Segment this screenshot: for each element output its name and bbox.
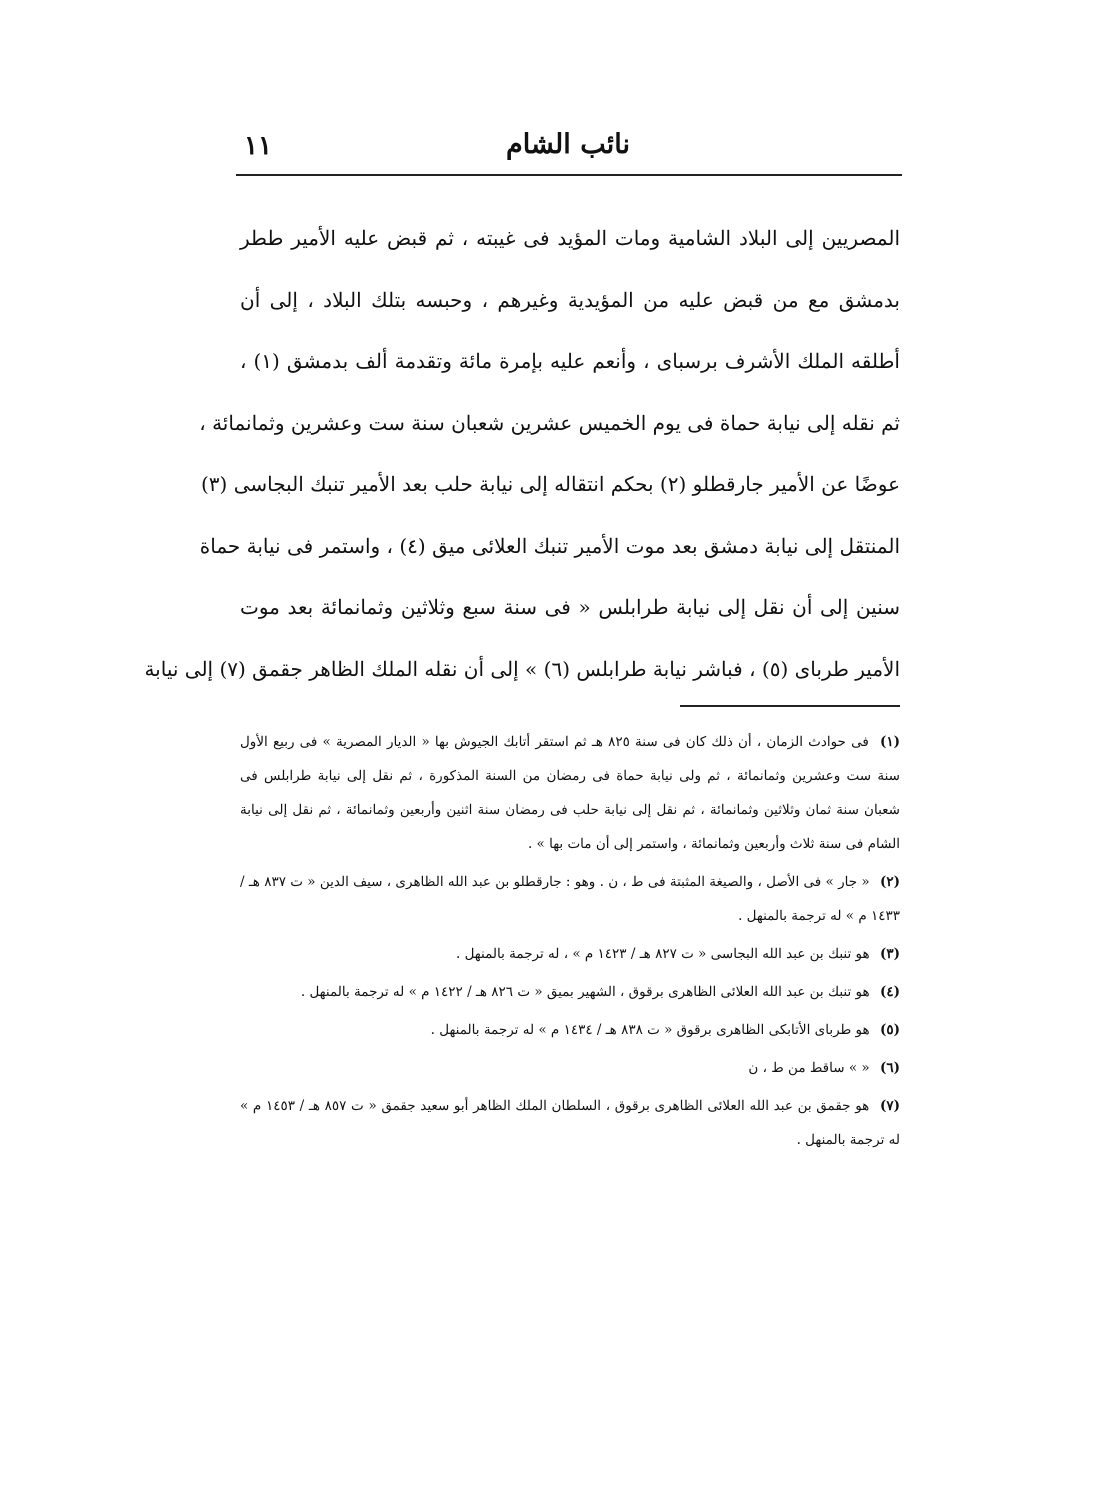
header-rule — [236, 174, 902, 176]
footnote-number: (٢) — [879, 874, 900, 890]
footnote-text: « جار » فى الأصل ، والصيغة المثبتة فى ط ، ن . وهو : جارقطلو بن عبد الله الظاهرى ، سيف الدين « ت ٨٣٧ هـ / ١٤٣٣ م » له ترجمة بالمنهل . — [240, 874, 900, 924]
page-header — [236, 125, 900, 169]
text-line: سنين إلى أن نقل إلى نيابة طرابلس « فى سنة سبع وثلاثين وثمانمائة بعد موت — [240, 595, 900, 619]
footnote-number: (٦) — [879, 1060, 900, 1076]
text-line: ثم نقله إلى نيابة حماة فى يوم الخميس عشرين شعبان سنة ست وعشرين وثمانمائة ، — [199, 410, 900, 435]
footnote-rule — [680, 705, 900, 707]
footnote-text: هو طرباى الأتابكى الظاهرى برقوق « ت ٨٣٨ هـ / ١٤٣٤ م » له ترجمة بالمنهل . — [430, 1022, 870, 1038]
footnote — [240, 1089, 900, 1157]
footnote-number: (٧) — [879, 1098, 901, 1114]
footnote — [240, 937, 900, 971]
footnote-text: هو تنبك بن عبد الله البجاسى « ت ٨٢٧ هـ / ١٤٢٣ م » ، له ترجمة بالمنهل . — [455, 946, 870, 962]
footnote — [240, 865, 900, 933]
footnote-text: هو تنبك بن عبد الله العلائى الظاهرى برقوق ، الشهير بميق « ت ٨٢٦ هـ / ١٤٢٢ م » له ترجمة بالمنهل . — [300, 984, 870, 1000]
footnote-text: هو جقمق بن عبد الله العلائى الظاهرى برقوق ، السلطان الملك الظاهر أبو سعيد جقمق « ت ٨٥٧ هـ / ١٤٥٣ م » له ترجمة بالمنهل . — [240, 1098, 900, 1148]
text-line: عوضًا عن الأمير جارقطلو (٢) بحكم انتقاله إلى نيابة حلب بعد الأمير تنبك البجاسى (٣) — [200, 472, 900, 496]
footnote — [240, 1013, 900, 1047]
page-number: ١١ — [244, 131, 272, 161]
running-title: نائب الشام — [506, 129, 630, 160]
text-line: المصريين إلى البلاد الشامية ومات المؤيد فى غيبته ، ثم قبض عليه الأمير ططر — [240, 226, 901, 250]
footnote-text: « » ساقط من ط ، ن — [748, 1060, 870, 1076]
footnote — [240, 1051, 900, 1085]
footnote-number: (١) — [879, 734, 901, 750]
footnote-number: (٣) — [879, 946, 900, 962]
footnote-number: (٥) — [879, 1022, 900, 1038]
footnote-number: (٤) — [879, 984, 900, 1000]
footnote-text: فى حوادث الزمان ، أن ذلك كان فى سنة ٨٢٥ هـ ثم استقر أتابك الجيوش بها « الديار المصرية » فى ربيع الأول سنة ست وعشرين وثمانمائة ، ثم ولى نيابة حماة فى رمضان من السنة المذكورة ، ثم نقل إلى نيابة طرابلس فى شعبان سنة ثمان وثلاثين وثمانمائة ، ثم نقل إلى نيابة حلب فى رمضان سنة اثنين وأربعين وثمانمائة ، ثم نقل إلى نيابة الشام فى سنة ثلاث وأربعين وثمانمائة ، واستمر إلى أن مات بها » . — [240, 734, 900, 852]
text-line: بدمشق مع من قبض عليه من المؤيدية وغيرهم ، وحبسه بتلك البلاد ، إلى أن — [240, 287, 900, 312]
footnote — [240, 975, 900, 1009]
footnote — [240, 725, 900, 861]
footnotes — [240, 725, 900, 1161]
text-line: أطلقه الملك الأشرف برسباى ، وأنعم عليه بإمرة مائة وتقدمة ألف بدمشق (١) ، — [240, 349, 900, 373]
text-line: المنتقل إلى نيابة دمشق بعد موت الأمير تنبك العلائى ميق (٤) ، واستمر فى نيابة حماة — [199, 533, 900, 558]
main-text — [144, 208, 901, 700]
text-line: الأمير طرباى (٥) ، فباشر نيابة طرابلس (٦) » إلى أن نقله الملك الظاهر جقمق (٧) إلى نيابة — [144, 656, 900, 681]
